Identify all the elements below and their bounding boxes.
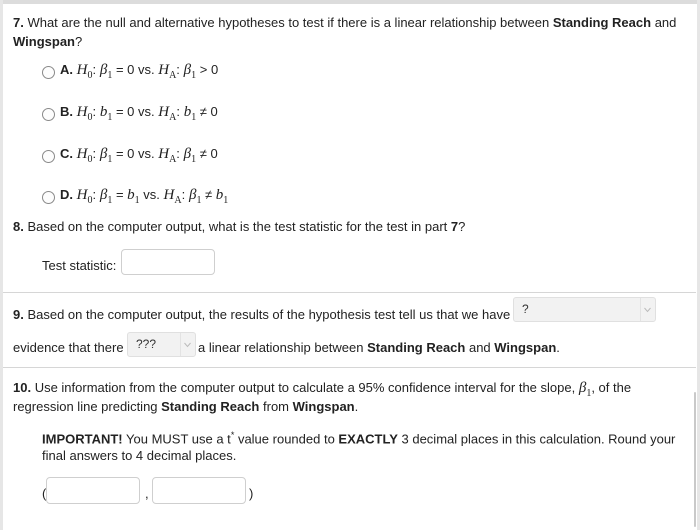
q10-text3: regression line predicting (13, 399, 162, 414)
option-c-math: $H_0$: $\beta_1 = 0$ vs. $H_A$: $\beta_1 \ne 0$ (76, 146, 218, 165)
q8-end: ? (458, 219, 466, 234)
q10-end: . (354, 399, 359, 414)
q10-line2 (13, 399, 358, 414)
q10-line1 (13, 380, 631, 399)
interval-open-paren: ( (42, 486, 47, 501)
important-note-line1 (42, 430, 675, 446)
ci-lower-input[interactable] (46, 477, 140, 504)
q9-var2: Wingspan (494, 340, 557, 355)
option-a-math: $H_0$: $\beta_1 = 0$ vs. $H_A$: $\beta_1 > 0$ (76, 62, 219, 81)
radio-option-d[interactable] (42, 191, 55, 204)
interval-comma: , (145, 486, 149, 501)
option-b-math: $H_0$: $b_1 = 0$ vs. $H_A$: $b_1 \ne 0$ (76, 104, 218, 123)
q8-text: Based on the computer output, what is the test statistic for the test in part (23, 219, 451, 234)
q8-question (13, 219, 465, 234)
q9-end: . (556, 340, 560, 355)
divider-q9-q10 (3, 367, 696, 368)
chevron-down-icon (184, 342, 191, 348)
q10-beta: $\beta_1$ (578, 380, 592, 399)
test-statistic-label: Test statistic: (42, 258, 117, 273)
q7-and: and (651, 15, 677, 30)
option-d-letter: D. (60, 187, 73, 202)
q10-from: from (259, 399, 293, 414)
top-border (0, 0, 700, 4)
q9-text1: Based on the computer output, the results of the hypothesis test tell us that we have (23, 307, 511, 322)
q9-line2-start: evidence that there (13, 340, 124, 355)
q7-var1: Standing Reach (552, 15, 652, 30)
important-note-line2: final answers to 4 decimal places. (42, 448, 237, 463)
option-a-letter: A. (60, 62, 73, 77)
q10-var2: Wingspan (292, 399, 355, 414)
option-c-label[interactable] (60, 146, 218, 165)
q7-line1 (13, 15, 676, 30)
radio-option-b[interactable] (42, 108, 55, 121)
evidence-select[interactable] (513, 297, 656, 322)
option-a-label[interactable] (60, 62, 218, 81)
important-text: You MUST use a t (122, 431, 231, 447)
test-statistic-input[interactable] (121, 249, 215, 275)
left-border (0, 0, 3, 530)
relationship-select[interactable] (127, 332, 196, 357)
relationship-select-chevron (180, 333, 195, 356)
q10-text2: , of the (591, 380, 632, 395)
option-d-label[interactable] (60, 187, 228, 206)
t-star: * (230, 430, 235, 440)
q7-end: ? (75, 34, 83, 49)
q9-and: and (465, 340, 495, 355)
q9-number: 9. (13, 307, 24, 322)
important-label: IMPORTANT! (42, 431, 123, 447)
radio-option-c[interactable] (42, 150, 55, 163)
option-c-letter: C. (60, 146, 73, 161)
q8-ref: 7 (450, 219, 459, 234)
chevron-down-icon (644, 307, 651, 313)
q9-var1: Standing Reach (367, 340, 466, 355)
interval-close-paren: ) (249, 486, 254, 501)
radio-option-a[interactable] (42, 66, 55, 79)
q7-line2 (13, 34, 82, 49)
q7-text: What are the null and alternative hypotheses to test if there is a linear relationship between (23, 15, 553, 30)
q9-text3: a linear relationship between (198, 340, 368, 355)
q10-var1: Standing Reach (161, 399, 260, 414)
q8-number: 8. (13, 219, 24, 234)
q10-text1: Use information from the computer output to calculate a 95% confidence interval for the slope, (31, 380, 579, 395)
important-text3: 3 decimal places in this calculation. Round your (397, 431, 676, 447)
important-text2: value rounded to (234, 431, 339, 447)
q9-line2-end (198, 340, 560, 355)
scrollbar[interactable] (694, 392, 696, 527)
q9-line1 (13, 307, 510, 322)
option-b-label[interactable] (60, 104, 218, 123)
q7-number: 7. (13, 15, 24, 30)
evidence-select-value: ? (522, 302, 529, 316)
relationship-select-value: ??? (136, 337, 157, 351)
q7-var2: Wingspan (13, 34, 75, 49)
exactly-label: EXACTLY (338, 431, 398, 447)
divider-q8-q9 (3, 292, 696, 293)
option-d-math: $H_0$: $\beta_1 = b_1$ vs. $H_A$: $\beta_1 \ne b_1$ (76, 187, 229, 206)
ci-upper-input[interactable] (152, 477, 246, 504)
option-b-letter: B. (60, 104, 73, 119)
q10-number: 10. (13, 380, 32, 395)
evidence-select-chevron (640, 298, 655, 321)
